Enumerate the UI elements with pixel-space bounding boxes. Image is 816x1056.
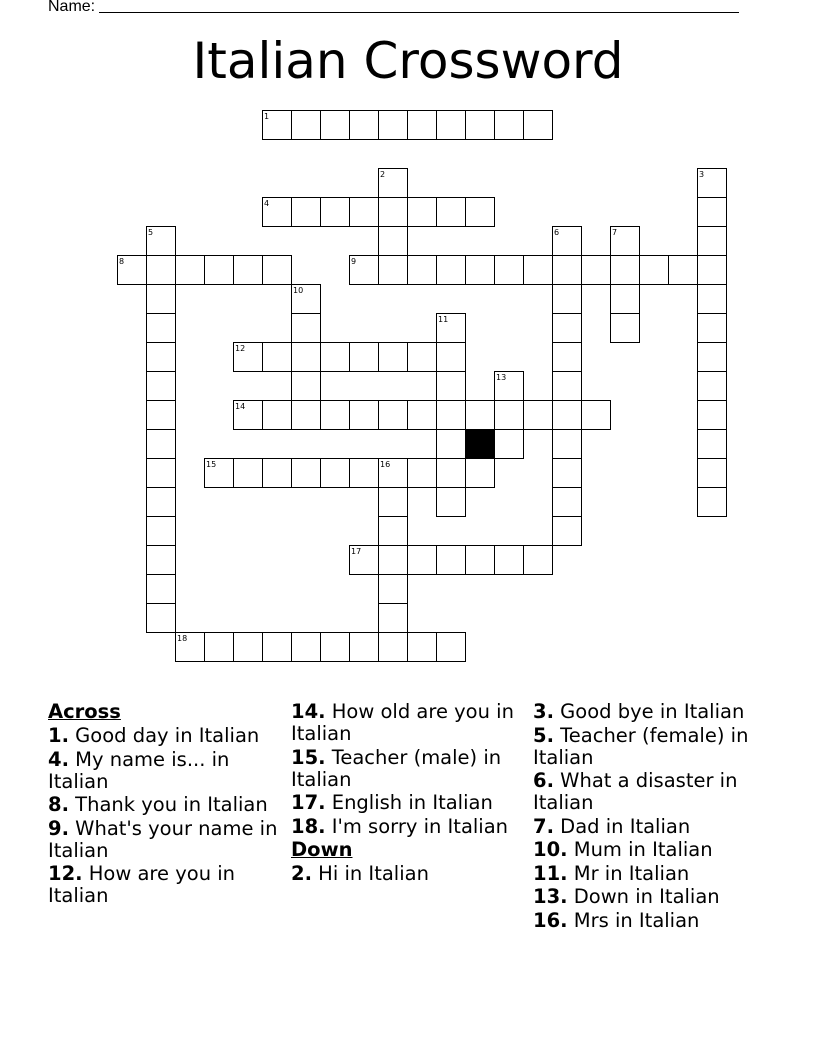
grid-cell[interactable]	[698, 401, 727, 430]
grid-cell[interactable]	[234, 256, 263, 285]
clue-text: My name is... in Italian	[48, 747, 230, 793]
grid-cell[interactable]	[495, 256, 524, 285]
grid-cell[interactable]	[495, 372, 524, 401]
grid-cell[interactable]	[524, 401, 553, 430]
clue	[48, 863, 278, 907]
cell-number: 17	[351, 547, 362, 556]
clue-number: 17.	[291, 791, 326, 814]
clue-number: 18.	[291, 814, 326, 838]
cell-number: 14	[235, 402, 246, 411]
grid-cell[interactable]	[524, 546, 553, 575]
clue	[533, 910, 763, 932]
cell-number: 16	[380, 460, 391, 469]
grid-cell[interactable]	[495, 546, 524, 575]
grid-cell[interactable]	[437, 198, 466, 227]
clues-column-1	[48, 701, 278, 909]
grid-cell[interactable]	[669, 256, 698, 285]
grid-cell[interactable]	[553, 430, 582, 459]
grid-cell[interactable]	[379, 546, 408, 575]
grid-cell[interactable]	[408, 198, 437, 227]
grid-cell[interactable]	[147, 546, 176, 575]
cell-number: 5	[148, 228, 154, 237]
grid-cell[interactable]	[611, 314, 640, 343]
grid-cell[interactable]	[205, 256, 234, 285]
grid-cell[interactable]	[698, 198, 727, 227]
grid-cell[interactable]	[466, 546, 495, 575]
grid-cell[interactable]	[292, 372, 321, 401]
grid-cell[interactable]	[350, 111, 379, 140]
grid-cell[interactable]	[437, 430, 466, 459]
grid-cell[interactable]	[379, 343, 408, 372]
grid-cell[interactable]	[408, 401, 437, 430]
cell-number: 10	[293, 286, 304, 295]
grid-cell[interactable]	[263, 198, 292, 227]
clue-text: Good day in Italian	[68, 724, 260, 747]
grid-cell[interactable]	[321, 401, 350, 430]
grid-cell[interactable]	[437, 546, 466, 575]
grid-cell[interactable]	[321, 111, 350, 140]
grid-cell[interactable]	[553, 459, 582, 488]
grid-cell[interactable]	[147, 430, 176, 459]
grid-cell[interactable]	[147, 517, 176, 546]
grid-cell[interactable]	[553, 256, 582, 285]
grid-cell[interactable]	[408, 111, 437, 140]
clue	[533, 701, 763, 723]
grid-cell[interactable]	[698, 256, 727, 285]
grid-cell[interactable]	[379, 459, 408, 488]
grid-cell[interactable]	[466, 256, 495, 285]
grid-cell[interactable]	[437, 314, 466, 343]
grid-cell[interactable]	[350, 546, 379, 575]
grid-cell[interactable]	[524, 111, 553, 140]
grid-cell[interactable]	[553, 372, 582, 401]
grid-cell[interactable]	[437, 372, 466, 401]
cell-number: 12	[235, 344, 246, 353]
grid-cell[interactable]	[553, 343, 582, 372]
cell-number: 3	[699, 170, 705, 179]
grid-cell[interactable]	[437, 343, 466, 372]
grid-cell[interactable]	[698, 285, 727, 314]
clue	[48, 725, 278, 747]
clue-number: 4.	[48, 747, 69, 771]
clue-text: Teacher (male) in Italian	[291, 745, 502, 791]
grid-cell[interactable]	[263, 459, 292, 488]
grid-cell[interactable]	[553, 227, 582, 256]
clue	[533, 816, 763, 838]
clue	[533, 770, 763, 814]
clue	[291, 816, 521, 838]
clue-number: 6.	[533, 769, 554, 792]
clue	[48, 749, 278, 793]
clue-number: 12.	[48, 862, 83, 885]
grid-cell[interactable]	[147, 256, 176, 285]
grid-cell[interactable]	[495, 111, 524, 140]
clue-text: Hi in Italian	[311, 862, 429, 885]
grid-cell[interactable]	[147, 575, 176, 604]
grid-cell[interactable]	[582, 256, 611, 285]
grid-cell[interactable]	[437, 111, 466, 140]
clue	[533, 863, 763, 885]
grid-cell[interactable]	[698, 169, 727, 198]
grid-cell[interactable]	[379, 169, 408, 198]
clue-text: How old are you in Italian	[291, 700, 514, 745]
grid-cell[interactable]	[118, 256, 147, 285]
clue-number: 16.	[533, 908, 568, 932]
grid-cell[interactable]	[147, 372, 176, 401]
grid-cell[interactable]	[495, 430, 524, 459]
grid-cell[interactable]	[350, 256, 379, 285]
grid-cell[interactable]	[234, 401, 263, 430]
grid-cell[interactable]	[553, 488, 582, 517]
clue-text: Teacher (female) in Italian	[533, 723, 749, 769]
grid-cell[interactable]	[263, 633, 292, 662]
grid-cell[interactable]	[524, 256, 553, 285]
grid-cell[interactable]	[553, 314, 582, 343]
grid-cell[interactable]	[698, 488, 727, 517]
clue-number: 10.	[533, 838, 568, 861]
cell-number: 11	[438, 315, 449, 324]
clue-text: English in Italian	[325, 791, 493, 814]
grid-cell[interactable]	[553, 401, 582, 430]
grid-cell[interactable]	[408, 459, 437, 488]
grid-cell[interactable]	[147, 227, 176, 256]
clues-column-3	[533, 701, 763, 933]
grid-cell[interactable]	[176, 633, 205, 662]
grid-cell[interactable]	[611, 256, 640, 285]
grid-cell[interactable]	[321, 459, 350, 488]
grid-cell[interactable]	[408, 343, 437, 372]
grid-cell[interactable]	[698, 430, 727, 459]
grid-cell[interactable]	[292, 343, 321, 372]
clue	[48, 818, 278, 862]
cell-number: 9	[351, 257, 357, 266]
black-cell	[466, 430, 495, 459]
clue	[533, 725, 763, 769]
grid-cell[interactable]	[292, 401, 321, 430]
cell-number: 1	[264, 112, 270, 121]
grid-cell[interactable]	[147, 343, 176, 372]
grid-cell[interactable]	[292, 633, 321, 662]
clue-text: Mum in Italian	[567, 838, 713, 861]
grid-cell[interactable]	[379, 575, 408, 604]
grid-cell[interactable]	[466, 198, 495, 227]
clue	[291, 863, 521, 885]
grid-cell[interactable]	[379, 401, 408, 430]
grid-cell[interactable]	[321, 343, 350, 372]
grid-cell[interactable]	[379, 256, 408, 285]
grid-cell[interactable]	[698, 314, 727, 343]
clue-number: 7.	[533, 814, 554, 838]
grid-cell[interactable]	[147, 604, 176, 633]
name-underline[interactable]	[99, 12, 739, 13]
clue-number: 13.	[533, 885, 568, 908]
page-title: Italian Crossword	[192, 32, 624, 90]
grid-cell[interactable]	[292, 111, 321, 140]
grid-cell[interactable]	[147, 314, 176, 343]
cell-number: 2	[380, 170, 386, 179]
clue-number: 14.	[291, 700, 326, 723]
grid-cell[interactable]	[408, 256, 437, 285]
grid-cell[interactable]	[147, 459, 176, 488]
grid-cell[interactable]	[437, 459, 466, 488]
grid-cell[interactable]	[205, 459, 234, 488]
grid-cell[interactable]	[437, 488, 466, 517]
grid-cell[interactable]	[350, 198, 379, 227]
grid-cell[interactable]	[350, 459, 379, 488]
clue-number: 15.	[291, 745, 326, 769]
grid-cell[interactable]	[350, 401, 379, 430]
clue-text: Down in Italian	[567, 885, 720, 908]
grid-cell[interactable]	[321, 198, 350, 227]
grid-cell[interactable]	[147, 488, 176, 517]
cell-number: 13	[496, 373, 507, 382]
grid-cell[interactable]	[205, 633, 234, 662]
grid-cell[interactable]	[292, 314, 321, 343]
grid-cell[interactable]	[234, 459, 263, 488]
clue	[48, 794, 278, 816]
grid-cell[interactable]	[292, 198, 321, 227]
grid-cell[interactable]	[698, 227, 727, 256]
grid-cell[interactable]	[263, 111, 292, 140]
grid-cell[interactable]	[408, 546, 437, 575]
grid-cell[interactable]	[611, 285, 640, 314]
grid-cell[interactable]	[147, 285, 176, 314]
grid-cell[interactable]	[437, 401, 466, 430]
grid-cell[interactable]	[640, 256, 669, 285]
grid-cell[interactable]	[379, 633, 408, 662]
grid-cell[interactable]	[234, 633, 263, 662]
clue	[533, 886, 763, 908]
clue-text: What a disaster in Italian	[533, 769, 738, 814]
grid-cell[interactable]	[379, 111, 408, 140]
clue-text: Mr in Italian	[567, 861, 690, 885]
clue-number: 2.	[291, 862, 312, 885]
grid-cell[interactable]	[292, 285, 321, 314]
clue-text: Dad in Italian	[553, 814, 691, 838]
grid-cell[interactable]	[698, 372, 727, 401]
clue-heading-across: Across	[48, 700, 121, 723]
clue	[291, 792, 521, 814]
name-label: Name:	[48, 0, 96, 15]
grid-cell[interactable]	[147, 401, 176, 430]
clue-text: What's your name in Italian	[48, 816, 278, 862]
grid-cell[interactable]	[495, 401, 524, 430]
grid-cell[interactable]	[321, 633, 350, 662]
clue	[291, 701, 521, 745]
grid-cell[interactable]	[263, 256, 292, 285]
cell-number: 8	[119, 257, 125, 266]
clue	[291, 747, 521, 791]
clue-text: I'm sorry in Italian	[325, 814, 509, 838]
grid-cell[interactable]	[379, 227, 408, 256]
clue-text: How are you in Italian	[48, 862, 236, 907]
grid-cell[interactable]	[437, 256, 466, 285]
clue-text: Thank you in Italian	[68, 793, 268, 816]
grid-cell[interactable]	[466, 401, 495, 430]
grid-cell[interactable]	[176, 256, 205, 285]
clue-number: 9.	[48, 816, 69, 840]
grid-cell[interactable]	[553, 285, 582, 314]
grid-cell[interactable]	[437, 633, 466, 662]
grid-cell[interactable]	[698, 459, 727, 488]
clue-number: 1.	[48, 724, 69, 747]
clue-heading-down: Down	[291, 838, 353, 861]
grid-cell[interactable]	[379, 488, 408, 517]
grid-cell[interactable]	[379, 517, 408, 546]
clue-number: 11.	[533, 861, 568, 885]
grid-cell[interactable]	[379, 604, 408, 633]
cell-number: 15	[206, 460, 217, 469]
clue	[533, 839, 763, 861]
grid-cell[interactable]	[234, 343, 263, 372]
grid-cell[interactable]	[553, 517, 582, 546]
cell-number: 7	[612, 228, 618, 237]
cell-number: 6	[554, 228, 560, 237]
grid-cell[interactable]	[408, 633, 437, 662]
grid-cell[interactable]	[611, 227, 640, 256]
grid-cell[interactable]	[582, 401, 611, 430]
grid-cell[interactable]	[350, 633, 379, 662]
clue-number: 5.	[533, 723, 554, 747]
clue-number: 3.	[533, 700, 554, 723]
grid-cell[interactable]	[466, 459, 495, 488]
clue-text: Mrs in Italian	[567, 908, 700, 932]
grid-cell[interactable]	[466, 111, 495, 140]
cell-number: 4	[264, 199, 270, 208]
grid-cell[interactable]	[292, 459, 321, 488]
clues-column-2	[291, 701, 521, 887]
grid-cell[interactable]	[698, 343, 727, 372]
grid-cell[interactable]	[350, 343, 379, 372]
clue-number: 8.	[48, 793, 69, 816]
grid-cell[interactable]	[263, 343, 292, 372]
cell-number: 18	[177, 634, 188, 643]
grid-cell[interactable]	[263, 401, 292, 430]
grid-cell[interactable]	[379, 198, 408, 227]
name-field	[48, 0, 739, 16]
clue-text: Good bye in Italian	[553, 700, 745, 723]
